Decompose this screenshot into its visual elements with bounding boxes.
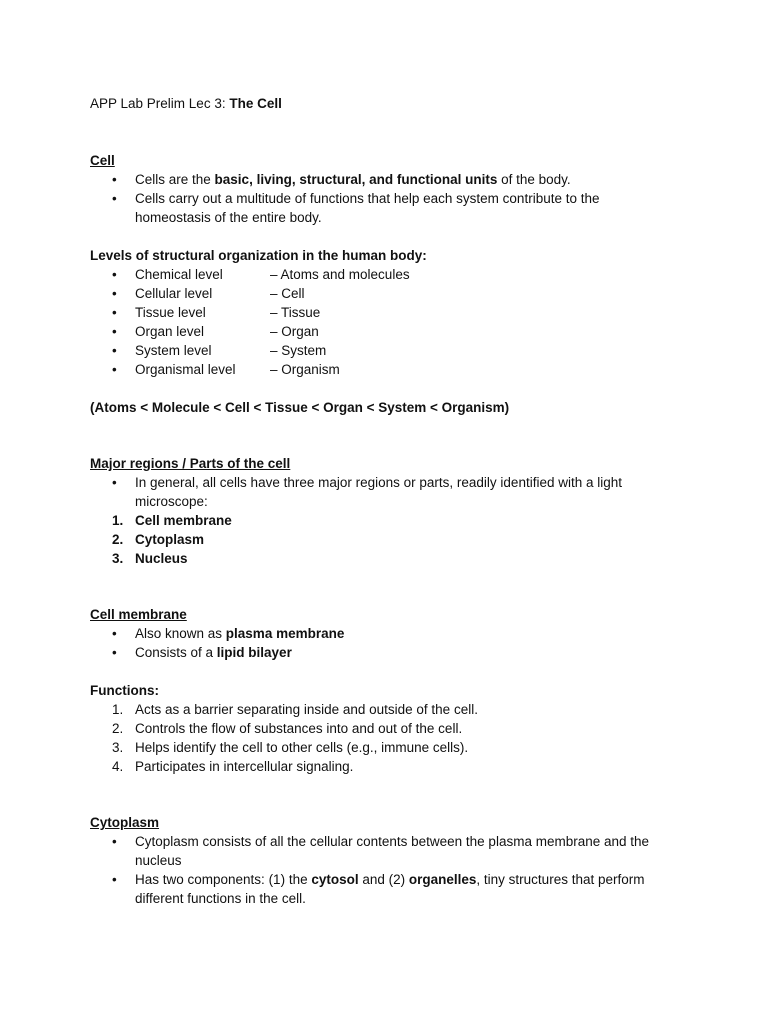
bullet-bold-text: basic, living, structural, and functional units bbox=[214, 172, 498, 187]
functions-heading: Functions: bbox=[90, 683, 159, 698]
document-page bbox=[90, 94, 690, 908]
bullet-marker: • bbox=[112, 626, 117, 641]
level-desc: – Tissue bbox=[270, 305, 321, 320]
list-item bbox=[90, 643, 690, 662]
functions-numbered-list bbox=[90, 700, 690, 776]
title-prefix: APP Lab Prelim Lec 3: bbox=[90, 96, 230, 111]
level-name: Organ level bbox=[135, 324, 205, 339]
level-name: Organismal level bbox=[135, 362, 236, 377]
number-marker: 1. bbox=[112, 513, 124, 528]
list-item bbox=[90, 473, 690, 511]
list-item bbox=[90, 757, 690, 776]
item-text: Cytoplasm bbox=[135, 532, 205, 547]
bullet-text: Cells are the bbox=[135, 172, 215, 187]
cell-bullet-list bbox=[90, 170, 690, 227]
bullet-bold-text: cytosol bbox=[311, 872, 359, 887]
number-marker: 3. bbox=[112, 740, 124, 755]
list-item bbox=[90, 284, 690, 303]
bullet-marker: • bbox=[112, 834, 117, 849]
bullet-text: Cytoplasm consists of all the cellular contents between the plasma membrane and the nucleus bbox=[135, 834, 650, 868]
bullet-text: Also known as bbox=[135, 626, 226, 641]
number-marker: 2. bbox=[112, 532, 124, 547]
list-item bbox=[90, 719, 690, 738]
bullet-marker: • bbox=[112, 286, 117, 301]
list-item bbox=[90, 341, 690, 360]
list-item bbox=[90, 511, 690, 530]
item-text: Participates in intercellular signaling. bbox=[135, 759, 354, 774]
cytoplasm-bullet-list bbox=[90, 832, 690, 908]
bullet-bold-text: organelles bbox=[408, 872, 477, 887]
bullet-text: Consists of a bbox=[135, 645, 217, 660]
list-item bbox=[90, 303, 690, 322]
level-desc: – Organ bbox=[270, 324, 319, 339]
list-item bbox=[90, 170, 690, 189]
document-title bbox=[90, 94, 690, 113]
major-regions-heading: Major regions / Parts of the cell bbox=[90, 456, 291, 471]
item-text: Acts as a barrier separating inside and outside of the cell. bbox=[135, 702, 478, 717]
levels-list bbox=[90, 265, 690, 379]
cell-heading: Cell bbox=[90, 153, 115, 168]
major-regions-bullet-list bbox=[90, 473, 690, 511]
list-item bbox=[90, 265, 690, 284]
item-text: Cell membrane bbox=[135, 513, 232, 528]
bullet-marker: • bbox=[112, 343, 117, 358]
number-marker: 1. bbox=[112, 702, 124, 717]
bullet-text: Cells carry out a multitude of functions that help each system contribute to the homeostasis of the entire body. bbox=[135, 191, 600, 225]
bullet-bold-text: lipid bilayer bbox=[216, 645, 292, 660]
list-item bbox=[90, 322, 690, 341]
number-marker: 4. bbox=[112, 759, 124, 774]
list-item bbox=[90, 870, 690, 908]
number-marker: 3. bbox=[112, 551, 124, 566]
bullet-marker: • bbox=[112, 475, 117, 490]
level-desc: – Cell bbox=[270, 286, 305, 301]
list-item bbox=[90, 738, 690, 757]
bullet-marker: • bbox=[112, 267, 117, 282]
title-bold: The Cell bbox=[229, 96, 282, 111]
level-name: Tissue level bbox=[135, 305, 206, 320]
bullet-text-mid: and (2) bbox=[358, 872, 409, 887]
levels-heading: Levels of structural organization in the human body: bbox=[90, 248, 427, 263]
list-item bbox=[90, 832, 690, 870]
level-name: System level bbox=[135, 343, 212, 358]
cell-membrane-heading: Cell membrane bbox=[90, 607, 187, 622]
bullet-text-end: , tiny structures that perform different functions in the cell. bbox=[135, 872, 645, 906]
list-item bbox=[90, 189, 690, 227]
levels-summary: (Atoms < Molecule < Cell < Tissue < Organ < System < Organism) bbox=[90, 400, 510, 415]
bullet-marker: • bbox=[112, 172, 117, 187]
major-regions-numbered-list bbox=[90, 511, 690, 568]
bullet-text: In general, all cells have three major regions or parts, readily identified with a light microscope: bbox=[135, 475, 623, 509]
bullet-marker: • bbox=[112, 305, 117, 320]
bullet-marker: • bbox=[112, 645, 117, 660]
level-desc: – Atoms and molecules bbox=[270, 267, 410, 282]
bullet-marker: • bbox=[112, 324, 117, 339]
cytoplasm-heading: Cytoplasm bbox=[90, 815, 160, 830]
item-text: Helps identify the cell to other cells (e.g., immune cells). bbox=[135, 740, 469, 755]
bullet-text-end: of the body. bbox=[497, 172, 571, 187]
level-desc: – Organism bbox=[270, 362, 340, 377]
bullet-marker: • bbox=[112, 362, 117, 377]
list-item bbox=[90, 360, 690, 379]
bullet-bold-text: plasma membrane bbox=[225, 626, 345, 641]
list-item bbox=[90, 549, 690, 568]
bullet-text: Has two components: (1) the bbox=[135, 872, 312, 887]
level-name: Chemical level bbox=[135, 267, 223, 282]
level-desc: – System bbox=[270, 343, 327, 358]
item-text: Nucleus bbox=[135, 551, 188, 566]
level-name: Cellular level bbox=[135, 286, 213, 301]
cell-membrane-bullet-list bbox=[90, 624, 690, 662]
number-marker: 2. bbox=[112, 721, 124, 736]
bullet-marker: • bbox=[112, 191, 117, 206]
list-item bbox=[90, 530, 690, 549]
bullet-marker: • bbox=[112, 872, 117, 887]
item-text: Controls the flow of substances into and out of the cell. bbox=[135, 721, 463, 736]
list-item bbox=[90, 700, 690, 719]
list-item bbox=[90, 624, 690, 643]
